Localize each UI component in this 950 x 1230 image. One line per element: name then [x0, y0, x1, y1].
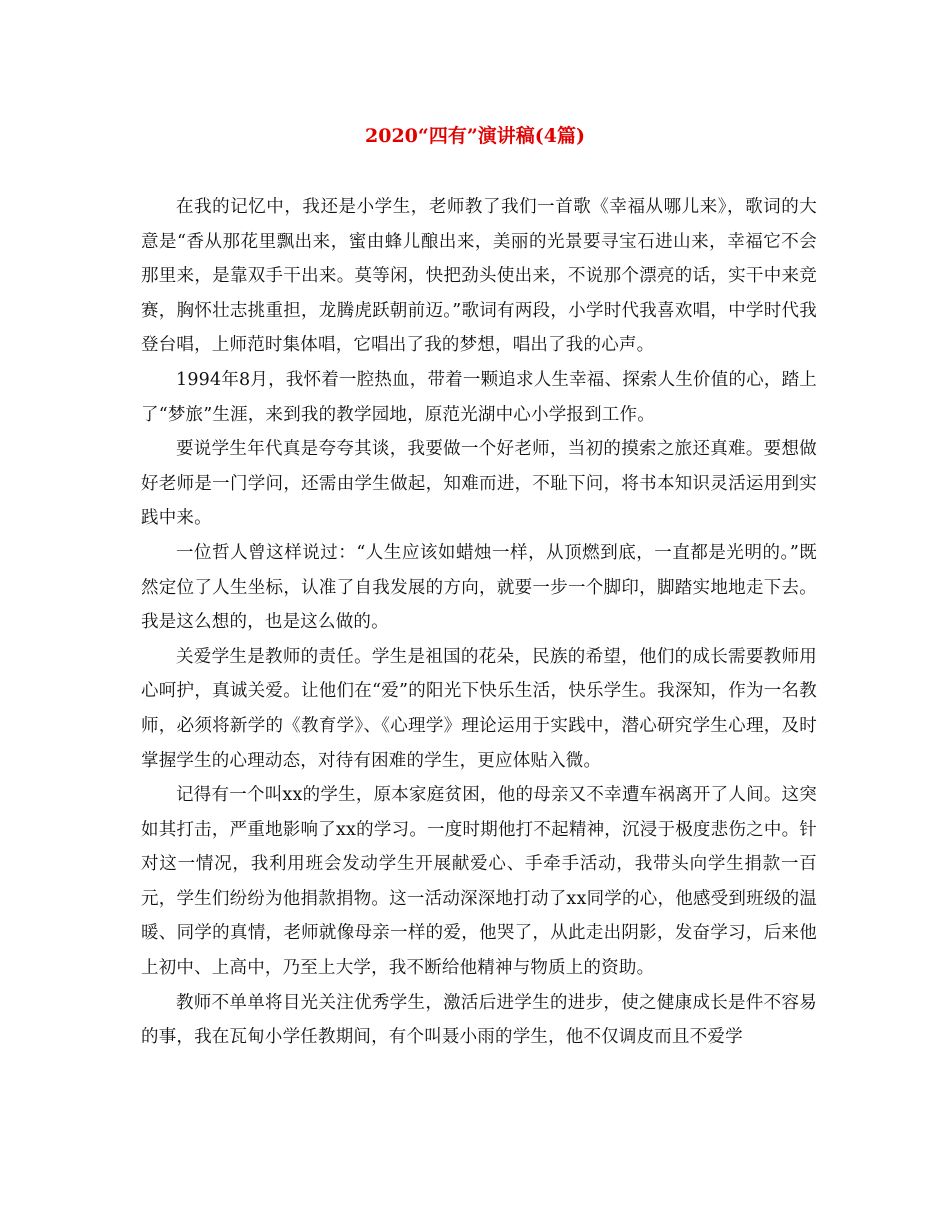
- paragraph: 在我的记忆中，我还是小学生，老师教了我们一首歌《幸福从哪儿来》，歌词的大意是“香从那花里飘出来，蜜由蜂儿酿出来，美丽的光景要寻宝石进山来，幸福它不会那里来，是靠双手干出来。莫等闲，快把劲头使出来，不说那个漂亮的话，实干中来竞赛，胸怀壮志挑重担，龙腾虎跃朝前迈。”歌词有两段，小学时代我喜欢唱，中学时代我登台唱，上师范时集体唱，它唱出了我的梦想，唱出了我的心声。: [141, 197, 817, 356]
- document-body: [141, 190, 817, 1055]
- paragraph: 要说学生年代真是夸夸其谈，我要做一个好老师，当初的摸索之旅还真难。要想做好老师是一门学问，还需由学生做起，知难而进，不耻下问，将书本知识灵活运用到实践中来。: [141, 439, 817, 529]
- paragraph: 记得有一个叫xx的学生，原本家庭贫困，他的母亲又不幸遭车祸离开了人间。这突如其打击，严重地影响了xx的学习。一度时期他打不起精神，沉浸于极度悲伤之中。针对这一情况，我利用班会发动学生开展献爱心、手牵手活动，我带头向学生捐款一百元，学生们纷纷为他捐款捐物。这一活动深深地打动了xx同学的心，他感受到班级的温暖、同学的真情，老师就像母亲一样的爱，他哭了，从此走出阴影，发奋学习，后来他上初中、上高中，乃至上大学，我不断给他精神与物质上的资助。: [141, 785, 817, 979]
- paragraph: 1994年8月，我怀着一腔热血，带着一颗追求人生幸福、探索人生价值的心，踏上了“梦旅”生涯，来到我的教学园地，原范光湖中心小学报到工作。: [141, 369, 817, 425]
- paragraph: 关爱学生是教师的责任。学生是祖国的花朵，民族的希望，他们的成长需要教师用心呵护，真诚关爱。让他们在“爱”的阳光下快乐生活，快乐学生。我深知，作为一名教师，必须将新学的《教育学》、《心理学》理论运用于实践中，潜心研究学生心理，及时掌握学生的心理动态，对待有困难的学生，更应体贴入微。: [141, 646, 817, 771]
- document-title: 2020“四有”演讲稿(4篇): [365, 125, 585, 147]
- paragraph: 一位哲人曾这样说过：“人生应该如蜡烛一样，从顶燃到底，一直都是光明的。”既然定位了人生坐标，认准了自我发展的方向，就要一步一个脚印，脚踏实地地走下去。我是这么想的，也是这么做的。: [141, 542, 817, 633]
- paragraph: 教师不单单将目光关注优秀学生，激活后进学生的进步，使之健康成长是件不容易的事，我在瓦甸小学任教期间，有个叫聂小雨的学生，他不仅调皮而且不爱学: [141, 992, 817, 1048]
